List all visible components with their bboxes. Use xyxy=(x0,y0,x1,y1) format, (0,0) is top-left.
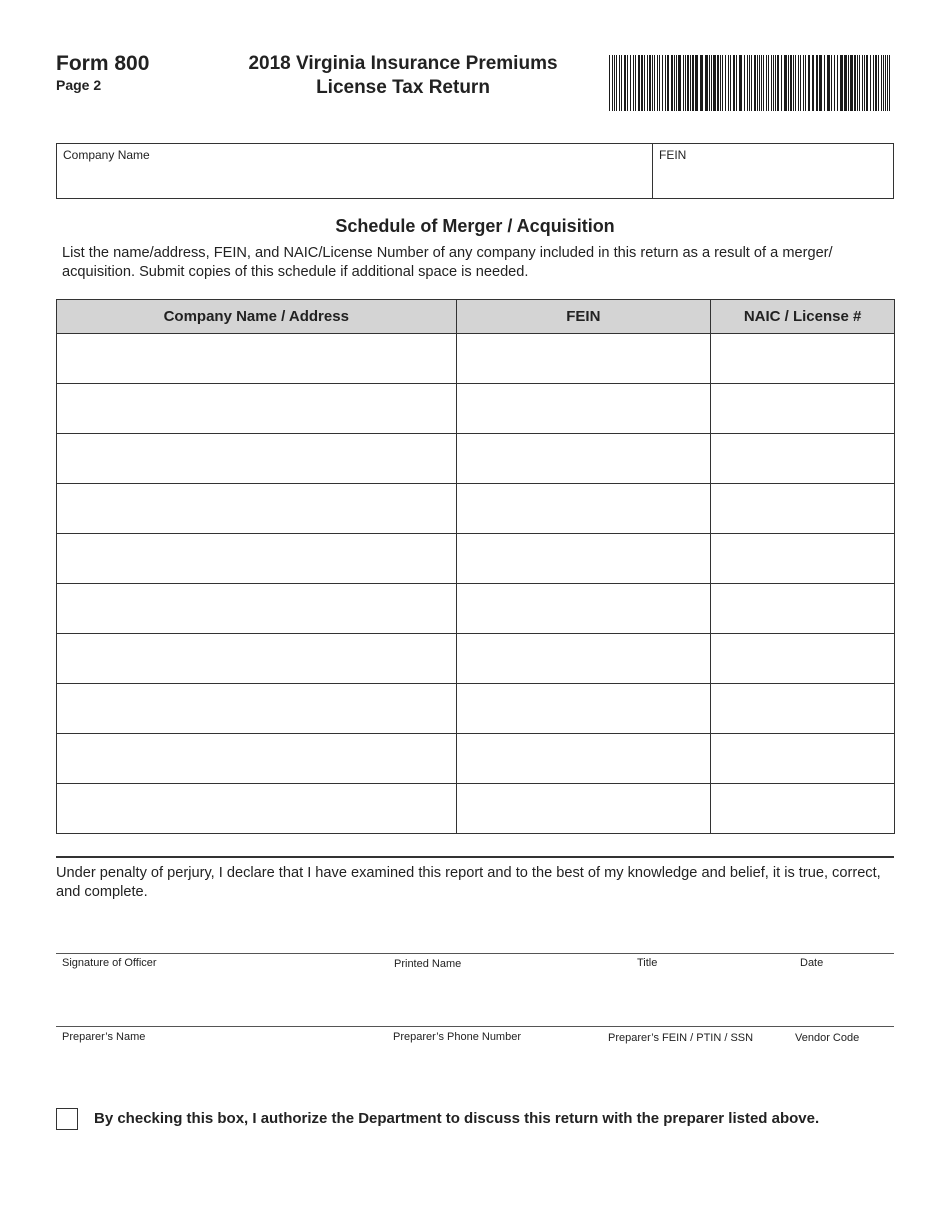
fein-cell[interactable] xyxy=(456,534,711,584)
company-name-address-cell[interactable] xyxy=(57,684,457,734)
authorize-preparer-label: By checking this box, I authorize the Department to discuss this return with the preparer listed above. xyxy=(94,1110,820,1127)
column-header-fein: FEIN xyxy=(456,300,711,334)
company-name-address-cell[interactable] xyxy=(57,484,457,534)
fein-cell[interactable] xyxy=(456,434,711,484)
preparer-fein-field[interactable] xyxy=(604,998,790,1026)
table-row xyxy=(57,684,895,734)
barcode xyxy=(609,55,893,111)
naic-license-cell[interactable] xyxy=(711,334,895,384)
title-field[interactable] xyxy=(634,925,794,953)
schedule-title: Schedule of Merger / Acquisition xyxy=(335,216,615,236)
form-number: Form 800 xyxy=(56,52,150,75)
fein-cell[interactable] xyxy=(456,784,711,834)
date-label: Date xyxy=(800,957,824,969)
company-name-address-cell[interactable] xyxy=(57,434,457,484)
naic-license-cell[interactable] xyxy=(711,634,895,684)
preparer-fein-label: Preparer’s FEIN / PTIN / SSN xyxy=(608,1032,754,1044)
fein-label: FEIN xyxy=(659,148,687,162)
perjury-declaration: Under penalty of perjury, I declare that I have examined this report and to the best of my knowledge and belief, it is true, correct, and complete. xyxy=(56,865,881,900)
preparer-phone-field[interactable] xyxy=(390,998,600,1026)
printed-name-label: Printed Name xyxy=(394,958,462,970)
fein-cell[interactable] xyxy=(456,684,711,734)
declaration-rule xyxy=(56,856,894,858)
schedule-instructions: List the name/address, FEIN, and NAIC/License Number of any company included in this return as a result of a merger/ acquisition. Submit copies of this schedule if additional space is needed. xyxy=(62,245,833,280)
preparer-phone-label: Preparer’s Phone Number xyxy=(393,1031,521,1043)
table-header-row xyxy=(57,300,895,334)
table-row xyxy=(57,434,895,484)
preparer-name-label: Preparer’s Name xyxy=(62,1031,146,1043)
table-row xyxy=(57,534,895,584)
fein-cell[interactable] xyxy=(456,634,711,684)
company-name-address-cell[interactable] xyxy=(57,634,457,684)
fein-cell[interactable] xyxy=(456,384,711,434)
naic-license-cell[interactable] xyxy=(711,684,895,734)
naic-license-cell[interactable] xyxy=(711,434,895,484)
table-row xyxy=(57,784,895,834)
company-name-address-cell[interactable] xyxy=(57,534,457,584)
preparer-line xyxy=(56,1026,894,1027)
fein-field[interactable] xyxy=(653,144,893,198)
signature-of-officer-label: Signature of Officer xyxy=(62,957,157,969)
vendor-code-label: Vendor Code xyxy=(795,1032,860,1044)
printed-name-field[interactable] xyxy=(390,925,630,953)
company-id-box xyxy=(56,143,894,199)
page-number: Page 2 xyxy=(56,77,102,93)
naic-license-cell[interactable] xyxy=(711,784,895,834)
table-row xyxy=(57,384,895,434)
fein-cell[interactable] xyxy=(456,334,711,384)
company-name-label: Company Name xyxy=(63,148,150,162)
naic-license-cell[interactable] xyxy=(711,584,895,634)
company-name-address-cell[interactable] xyxy=(57,784,457,834)
merger-table xyxy=(56,299,895,834)
column-header-naic: NAIC / License # xyxy=(711,300,895,334)
table-row xyxy=(57,634,895,684)
company-name-field[interactable] xyxy=(57,144,652,198)
vendor-code-field[interactable] xyxy=(792,998,894,1026)
naic-license-cell[interactable] xyxy=(711,534,895,584)
preparer-name-field[interactable] xyxy=(56,998,386,1026)
naic-license-cell[interactable] xyxy=(711,734,895,784)
signature-of-officer-field[interactable] xyxy=(56,925,386,953)
naic-license-cell[interactable] xyxy=(711,384,895,434)
fein-cell[interactable] xyxy=(456,484,711,534)
date-field[interactable] xyxy=(797,925,894,953)
title-label: Title xyxy=(637,957,658,969)
fein-cell[interactable] xyxy=(456,734,711,784)
form-title-line2: License Tax Return xyxy=(316,77,490,98)
table-row xyxy=(57,734,895,784)
naic-license-cell[interactable] xyxy=(711,484,895,534)
form-title xyxy=(210,52,596,100)
column-header-company: Company Name / Address xyxy=(57,300,457,334)
fein-cell[interactable] xyxy=(456,584,711,634)
company-name-address-cell[interactable] xyxy=(57,734,457,784)
company-name-address-cell[interactable] xyxy=(57,384,457,434)
table-row xyxy=(57,334,895,384)
table-row xyxy=(57,584,895,634)
form-title-line1: 2018 Virginia Insurance Premiums xyxy=(248,53,558,74)
company-name-address-cell[interactable] xyxy=(57,584,457,634)
signature-line xyxy=(56,953,894,954)
table-row xyxy=(57,484,895,534)
authorize-preparer-checkbox[interactable] xyxy=(56,1108,78,1130)
company-name-address-cell[interactable] xyxy=(57,334,457,384)
